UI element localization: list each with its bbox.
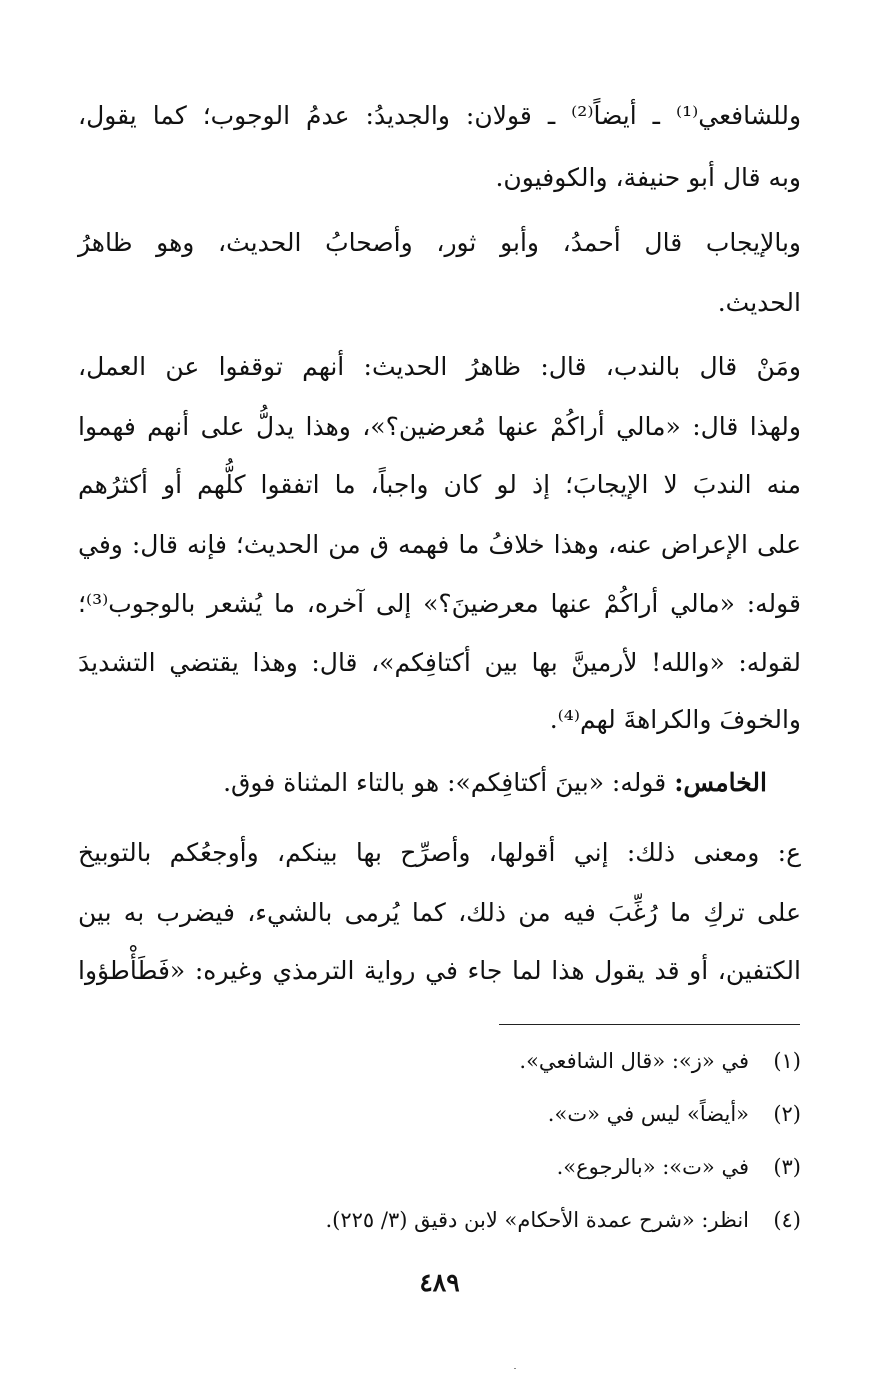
paragraph-line: على تركِ ما رُغِّبَ فيه من ذلك، كما يُرمى بالشيء، فيضرب به بين bbox=[78, 898, 801, 927]
footnote bbox=[78, 1048, 801, 1074]
paragraph-line: قوله: «مالي أراكُمْ عنها معرضينَ؟» إلى آخره، ما يُشعر بالوجوب⁽³⁾؛ bbox=[78, 589, 801, 618]
paragraph-line: لقوله: «والله! لأرمينَّ بها بين أكتافِكم»، قال: وهذا يقتضي التشديدَ bbox=[78, 648, 801, 677]
paragraph-line: ولهذا قال: «مالي أراكُمْ عنها مُعرضين؟»، وهذا يدلُّ على أنهم فهموا bbox=[78, 412, 801, 441]
paragraph-line: الكتفين، أو قد يقول هذا لما جاء في رواية الترمذي وغيره: «فَطَأْطؤوا bbox=[78, 956, 801, 985]
paragraph-line: وبالإيجاب قال أحمدُ، وأبو ثور، وأصحابُ الحديث، وهو ظاهرُ bbox=[78, 228, 801, 257]
footnote bbox=[78, 1101, 801, 1127]
page-number: ٤٨٩ bbox=[419, 1268, 460, 1297]
paragraph-line: ع: ومعنى ذلك: إني أقولها، وأصرِّح بها بينكم، وأوجعُكم بالتوبيخ bbox=[78, 838, 801, 867]
footnote-text: «أيضاً» ليس في «ت». bbox=[547, 1102, 749, 1126]
footnote-divider bbox=[499, 1024, 800, 1025]
paragraph-line: الحديث. bbox=[717, 288, 801, 317]
scan-speck bbox=[514, 1368, 516, 1369]
footnote-number: (١) bbox=[773, 1049, 801, 1073]
footnote-text: في «ت»: «بالرجوع». bbox=[556, 1155, 749, 1179]
footnote-text: انظر: «شرح عمدة الأحكام» لابن دقيق (٣/ ٢٢٥). bbox=[325, 1208, 749, 1232]
paragraph-line: منه الندبَ لا الإيجابَ؛ إذ لو كان واجباً، ما اتفقوا كلُّهم أو أكثرُهم bbox=[78, 470, 801, 499]
section-heading-text: قوله: «بينَ أكتافِكم»: هو بالتاء المثناة فوق. bbox=[223, 768, 675, 797]
section-heading-word: الخامس: bbox=[674, 768, 767, 797]
footnote-number: (٤) bbox=[773, 1208, 801, 1232]
paragraph-line: على الإعراض عنه، وهذا خلافُ ما فهمه ق من الحديث؛ فإنه قال: وفي bbox=[78, 530, 801, 559]
footnote bbox=[78, 1154, 801, 1180]
paragraph-line: وبه قال أبو حنيفة، والكوفيون. bbox=[495, 163, 801, 192]
footnote-number: (٢) bbox=[773, 1102, 801, 1126]
paragraph-line: وللشافعي⁽¹⁾ ـ أيضاً⁽²⁾ ـ قولان: والجديدُ: عدمُ الوجوب؛ كما يقول، bbox=[78, 101, 802, 130]
footnote bbox=[78, 1207, 801, 1233]
paragraph-line: والخوفَ والكراهةَ لهم⁽⁴⁾. bbox=[549, 705, 801, 734]
paragraph-line: ومَنْ قال بالندب، قال: ظاهرُ الحديث: أنهم توقفوا عن العمل، bbox=[78, 352, 801, 381]
footnote-number: (٣) bbox=[773, 1155, 801, 1179]
footnote-text: في «ز»: «قال الشافعي». bbox=[519, 1049, 749, 1073]
section-heading-line bbox=[44, 768, 767, 798]
